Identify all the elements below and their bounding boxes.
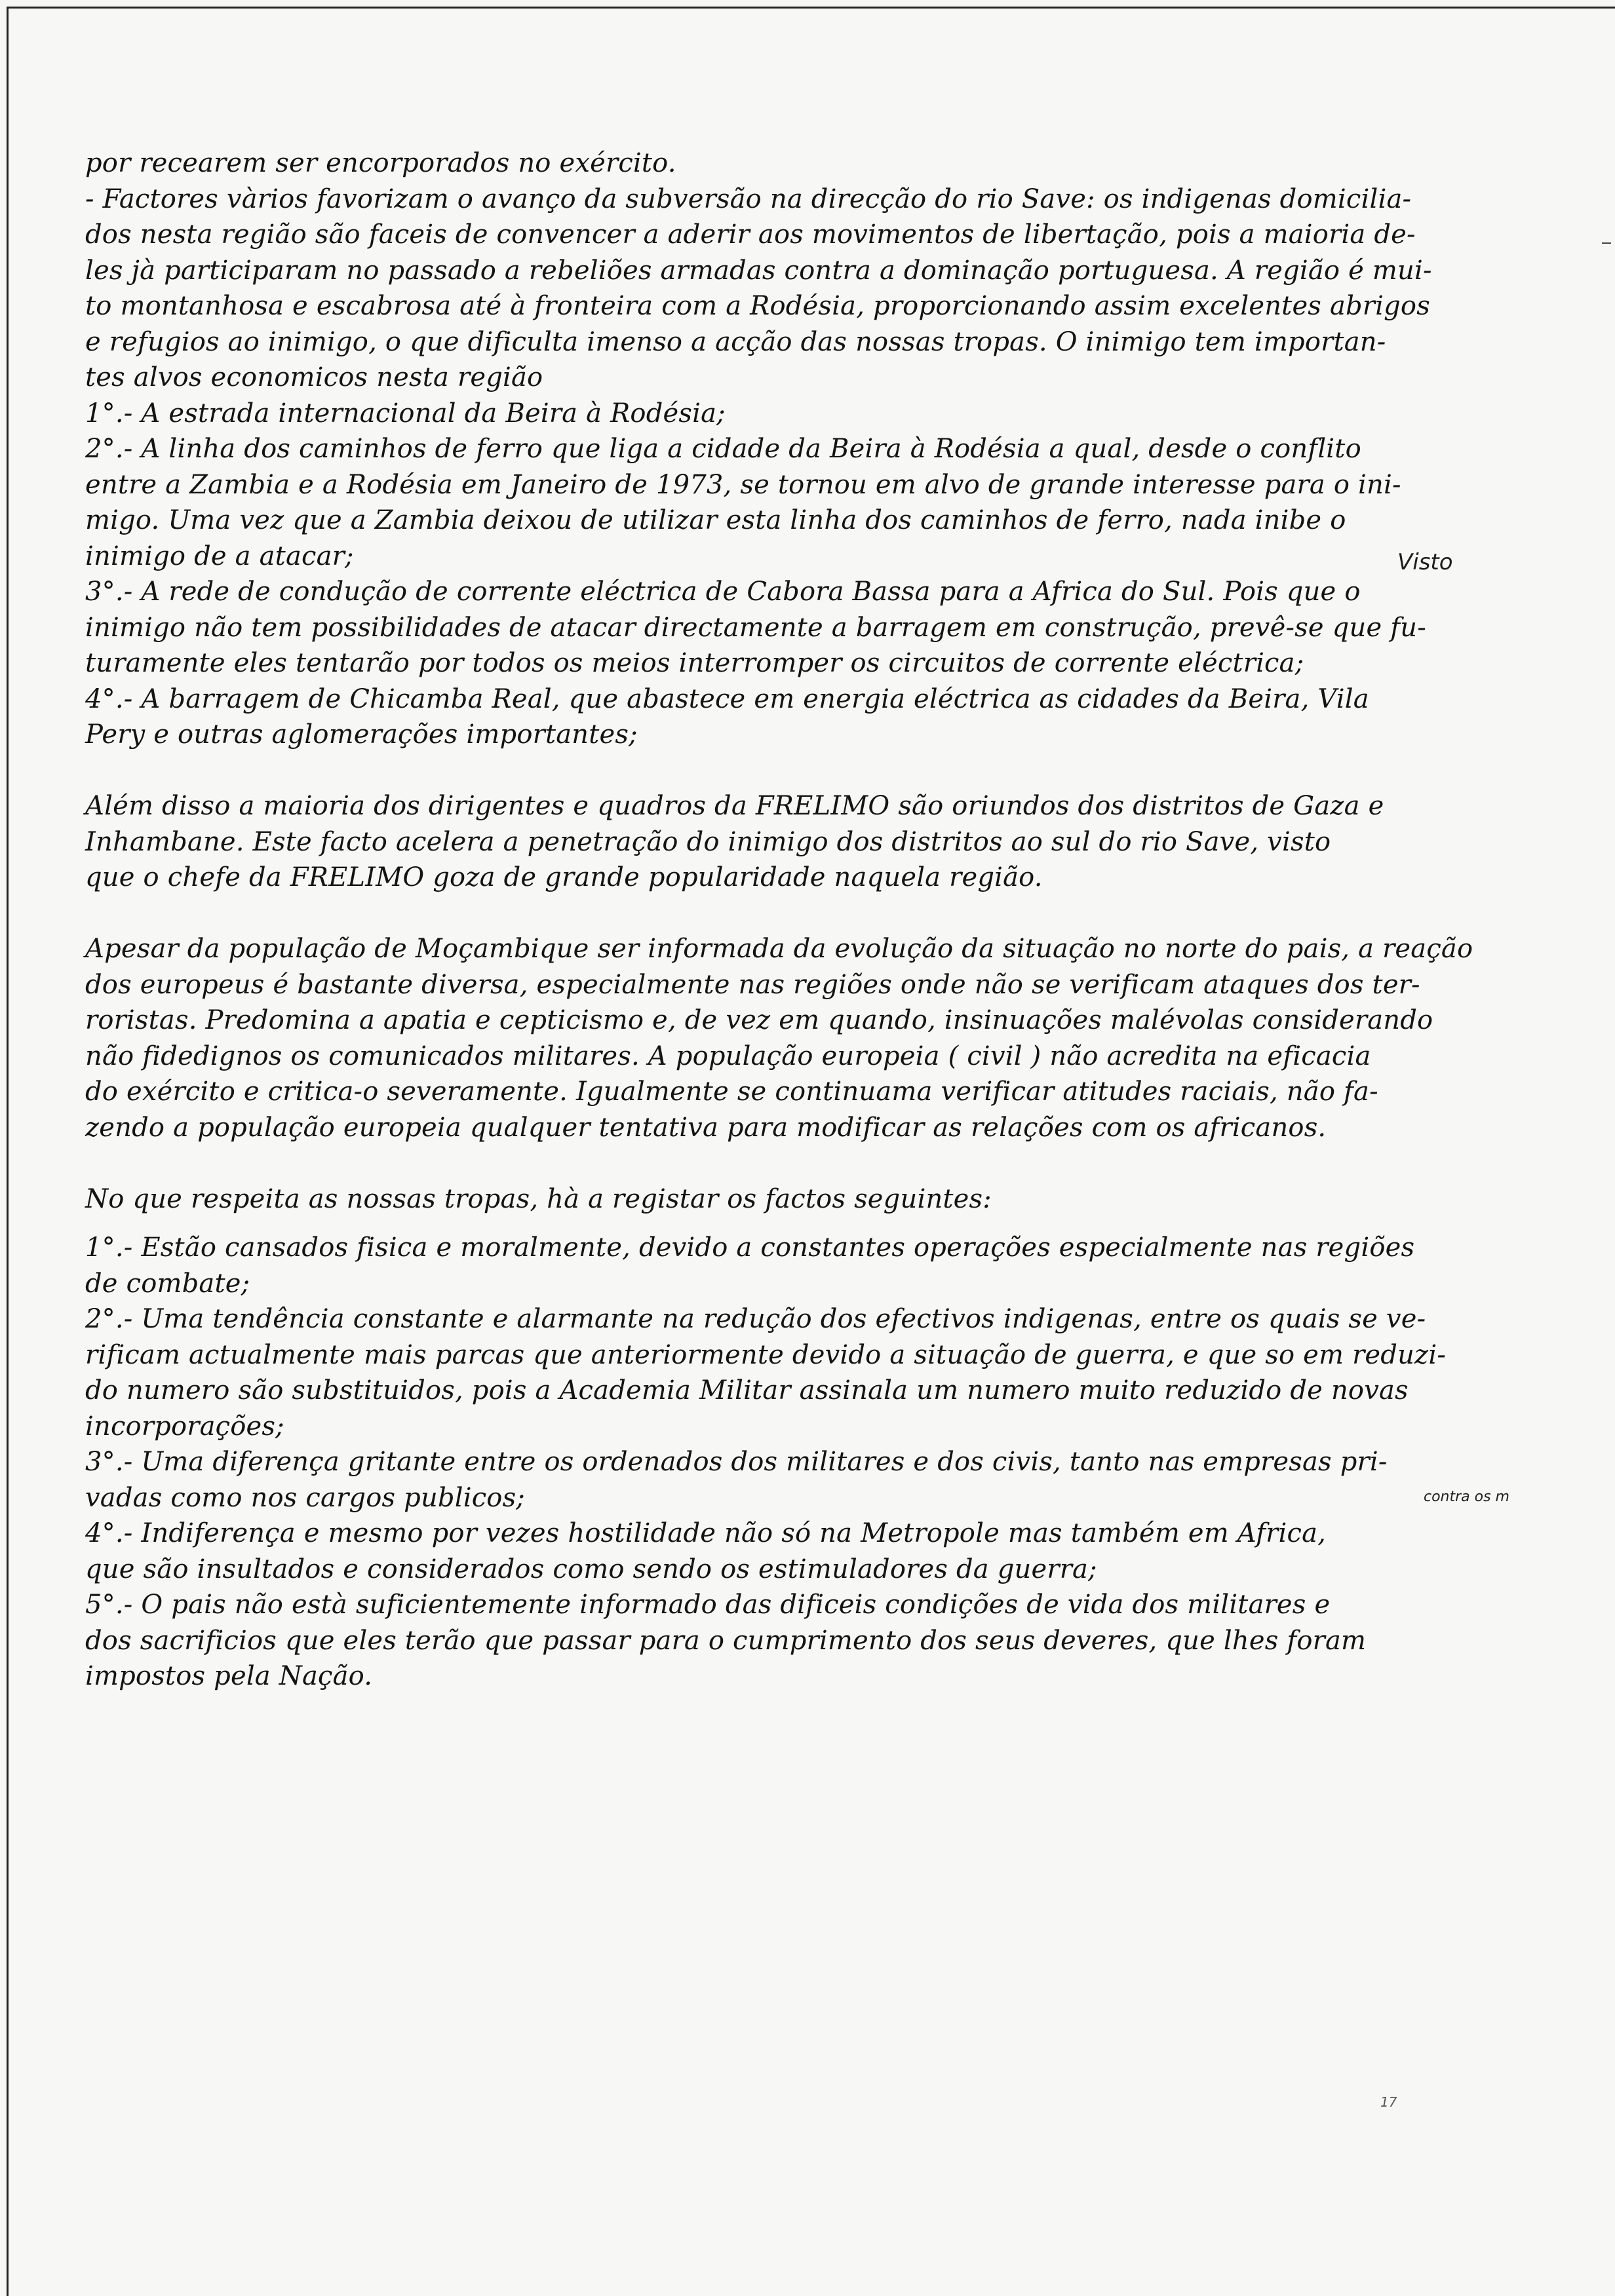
text-line: No que respeita as nossas tropas, hà a registar os factos seguintes: [85, 1183, 992, 1214]
text-line: impostos pela Nação. [85, 1661, 373, 1691]
text-line: 1°.- Estão cansados fisica e moralmente, devido a constantes operações especialmente nas regiões [85, 1233, 1415, 1263]
text-line: não fidedignos os comunicados militares. A população europeia ( civil ) não acredita na eficacia [85, 1041, 1371, 1071]
text-line: migo. Uma vez que a Zambia deixou de utilizar esta linha dos caminhos de ferro, nada inibe o [85, 505, 1346, 535]
handwritten-margin-note: contra os m [1424, 1489, 1509, 1505]
text-line: dos sacrificios que eles terão que passar para o cumprimento dos seus deveres, que lhes foram [85, 1625, 1367, 1656]
text-line: to montanhosa e escabrosa até à fronteira com a Rodésia, proporcionando assim excelentes abrigos [85, 291, 1430, 321]
text-line: 4°.- A barragem de Chicamba Real, que abastece em energia eléctrica as cidades da Beira, Vila [85, 683, 1369, 714]
text-line: Pery e outras aglomerações importantes; [85, 719, 638, 750]
text-line: do exército e critica-o severamente. Igualmente se continuama verificar atitudes raciais, não fa- [85, 1077, 1378, 1107]
text-line: que são insultados e considerados como sendo os estimuladores da guerra; [85, 1554, 1097, 1584]
text-line: roristas. Predomina a apatia e cepticismo e, de vez em quando, insinuações malévolas considerando [85, 1005, 1433, 1035]
text-line: 3°.- A rede de condução de corrente eléctrica de Cabora Bassa para a Africa do Sul. Pois que o [85, 577, 1361, 607]
text-line: vadas como nos cargos publicos; [85, 1482, 525, 1513]
text-line: entre a Zambia e a Rodésia em Janeiro de 1973, se tornou em alvo de grande interesse para o ini- [85, 469, 1401, 500]
text-line: do numero são substituidos, pois a Academia Militar assinala um numero muito reduzido de novas [85, 1375, 1409, 1406]
text-line: inimigo de a atacar; [85, 541, 354, 571]
paragraph-gap [85, 1217, 1593, 1230]
text-line: 3°.- Uma diferença gritante entre os ordenados dos militares e dos civis, tanto nas empresas pri- [85, 1447, 1388, 1477]
page-border-left [7, 7, 9, 2296]
text-line: 1°.- A estrada internacional da Beira à Rodésia; [85, 398, 726, 429]
page-number: 17 [1380, 2094, 1397, 2110]
handwritten-visto-note: Visto [1397, 549, 1453, 575]
text-line: Inhambane. Este facto acelera a penetração do inimigo dos distritos ao sul do rio Save, visto [85, 826, 1331, 857]
paragraph-gap [85, 896, 1593, 932]
text-line: por recearem ser encorporados no exército. [85, 148, 676, 178]
margin-mark [1602, 242, 1611, 244]
text-line: tes alvos economicos nesta região [85, 362, 543, 392]
text-line: rificam actualmente mais parcas que anteriormente devido a situação de guerra, e que so em reduzi- [85, 1339, 1447, 1370]
paragraph-gap [85, 753, 1593, 789]
text-line: Além disso a maioria dos dirigentes e quadros da FRELIMO são oriundos dos distritos de Gaza e [85, 791, 1384, 821]
text-line: dos nesta região são faceis de convencer a aderir aos movimentos de libertação, pois a maioria de- [85, 220, 1416, 250]
paragraph-gap [85, 1145, 1593, 1181]
text-line: 4°.- Indiferença e mesmo por vezes hostilidade não só na Metropole mas também em Africa, [85, 1518, 1327, 1548]
text-line: Apesar da população de Moçambique ser informada da evolução da situação no norte do pais, a reação [85, 934, 1473, 964]
document-body [85, 145, 1593, 1694]
text-line: inimigo não tem possibilidades de atacar directamente a barragem em construção, prevê-se que fu- [85, 612, 1426, 643]
page-border-top [7, 7, 1615, 9]
text-line: 2°.- A linha dos caminhos de ferro que liga a cidade da Beira à Rodésia a qual, desde o conflito [85, 434, 1361, 464]
text-line: dos europeus é bastante diversa, especialmente nas regiões onde não se verificam ataques dos ter- [85, 969, 1420, 1000]
text-line: 5°.- O pais não està suficientemente informado das dificeis condições de vida dos militares e [85, 1590, 1331, 1620]
text-line: e refugios ao inimigo, o que dificulta imenso a acção das nossas tropas. O inimigo tem importan- [85, 326, 1386, 357]
text-line: turamente eles tentarão por todos os meios interromper os circuitos de corrente eléctrica; [85, 648, 1304, 678]
text-line: - Factores vàrios favorizam o avanço da subversão na direcção do rio Save: os indigenas domicilia- [85, 183, 1412, 214]
text-line: que o chefe da FRELIMO goza de grande popularidade naquela região. [85, 862, 1043, 892]
text-line: 2°.- Uma tendência constante e alarmante na redução dos efectivos indigenas, entre os quais se ve- [85, 1304, 1426, 1334]
text-line: de combate; [85, 1268, 250, 1299]
text-line: zendo a população europeia qualquer tentativa para modificar as relações com os africanos. [85, 1112, 1327, 1143]
text-line: les jà participaram no passado a rebeliões armadas contra a dominação portuguesa. A região é mui- [85, 255, 1432, 286]
text-line: incorporações; [85, 1411, 284, 1442]
